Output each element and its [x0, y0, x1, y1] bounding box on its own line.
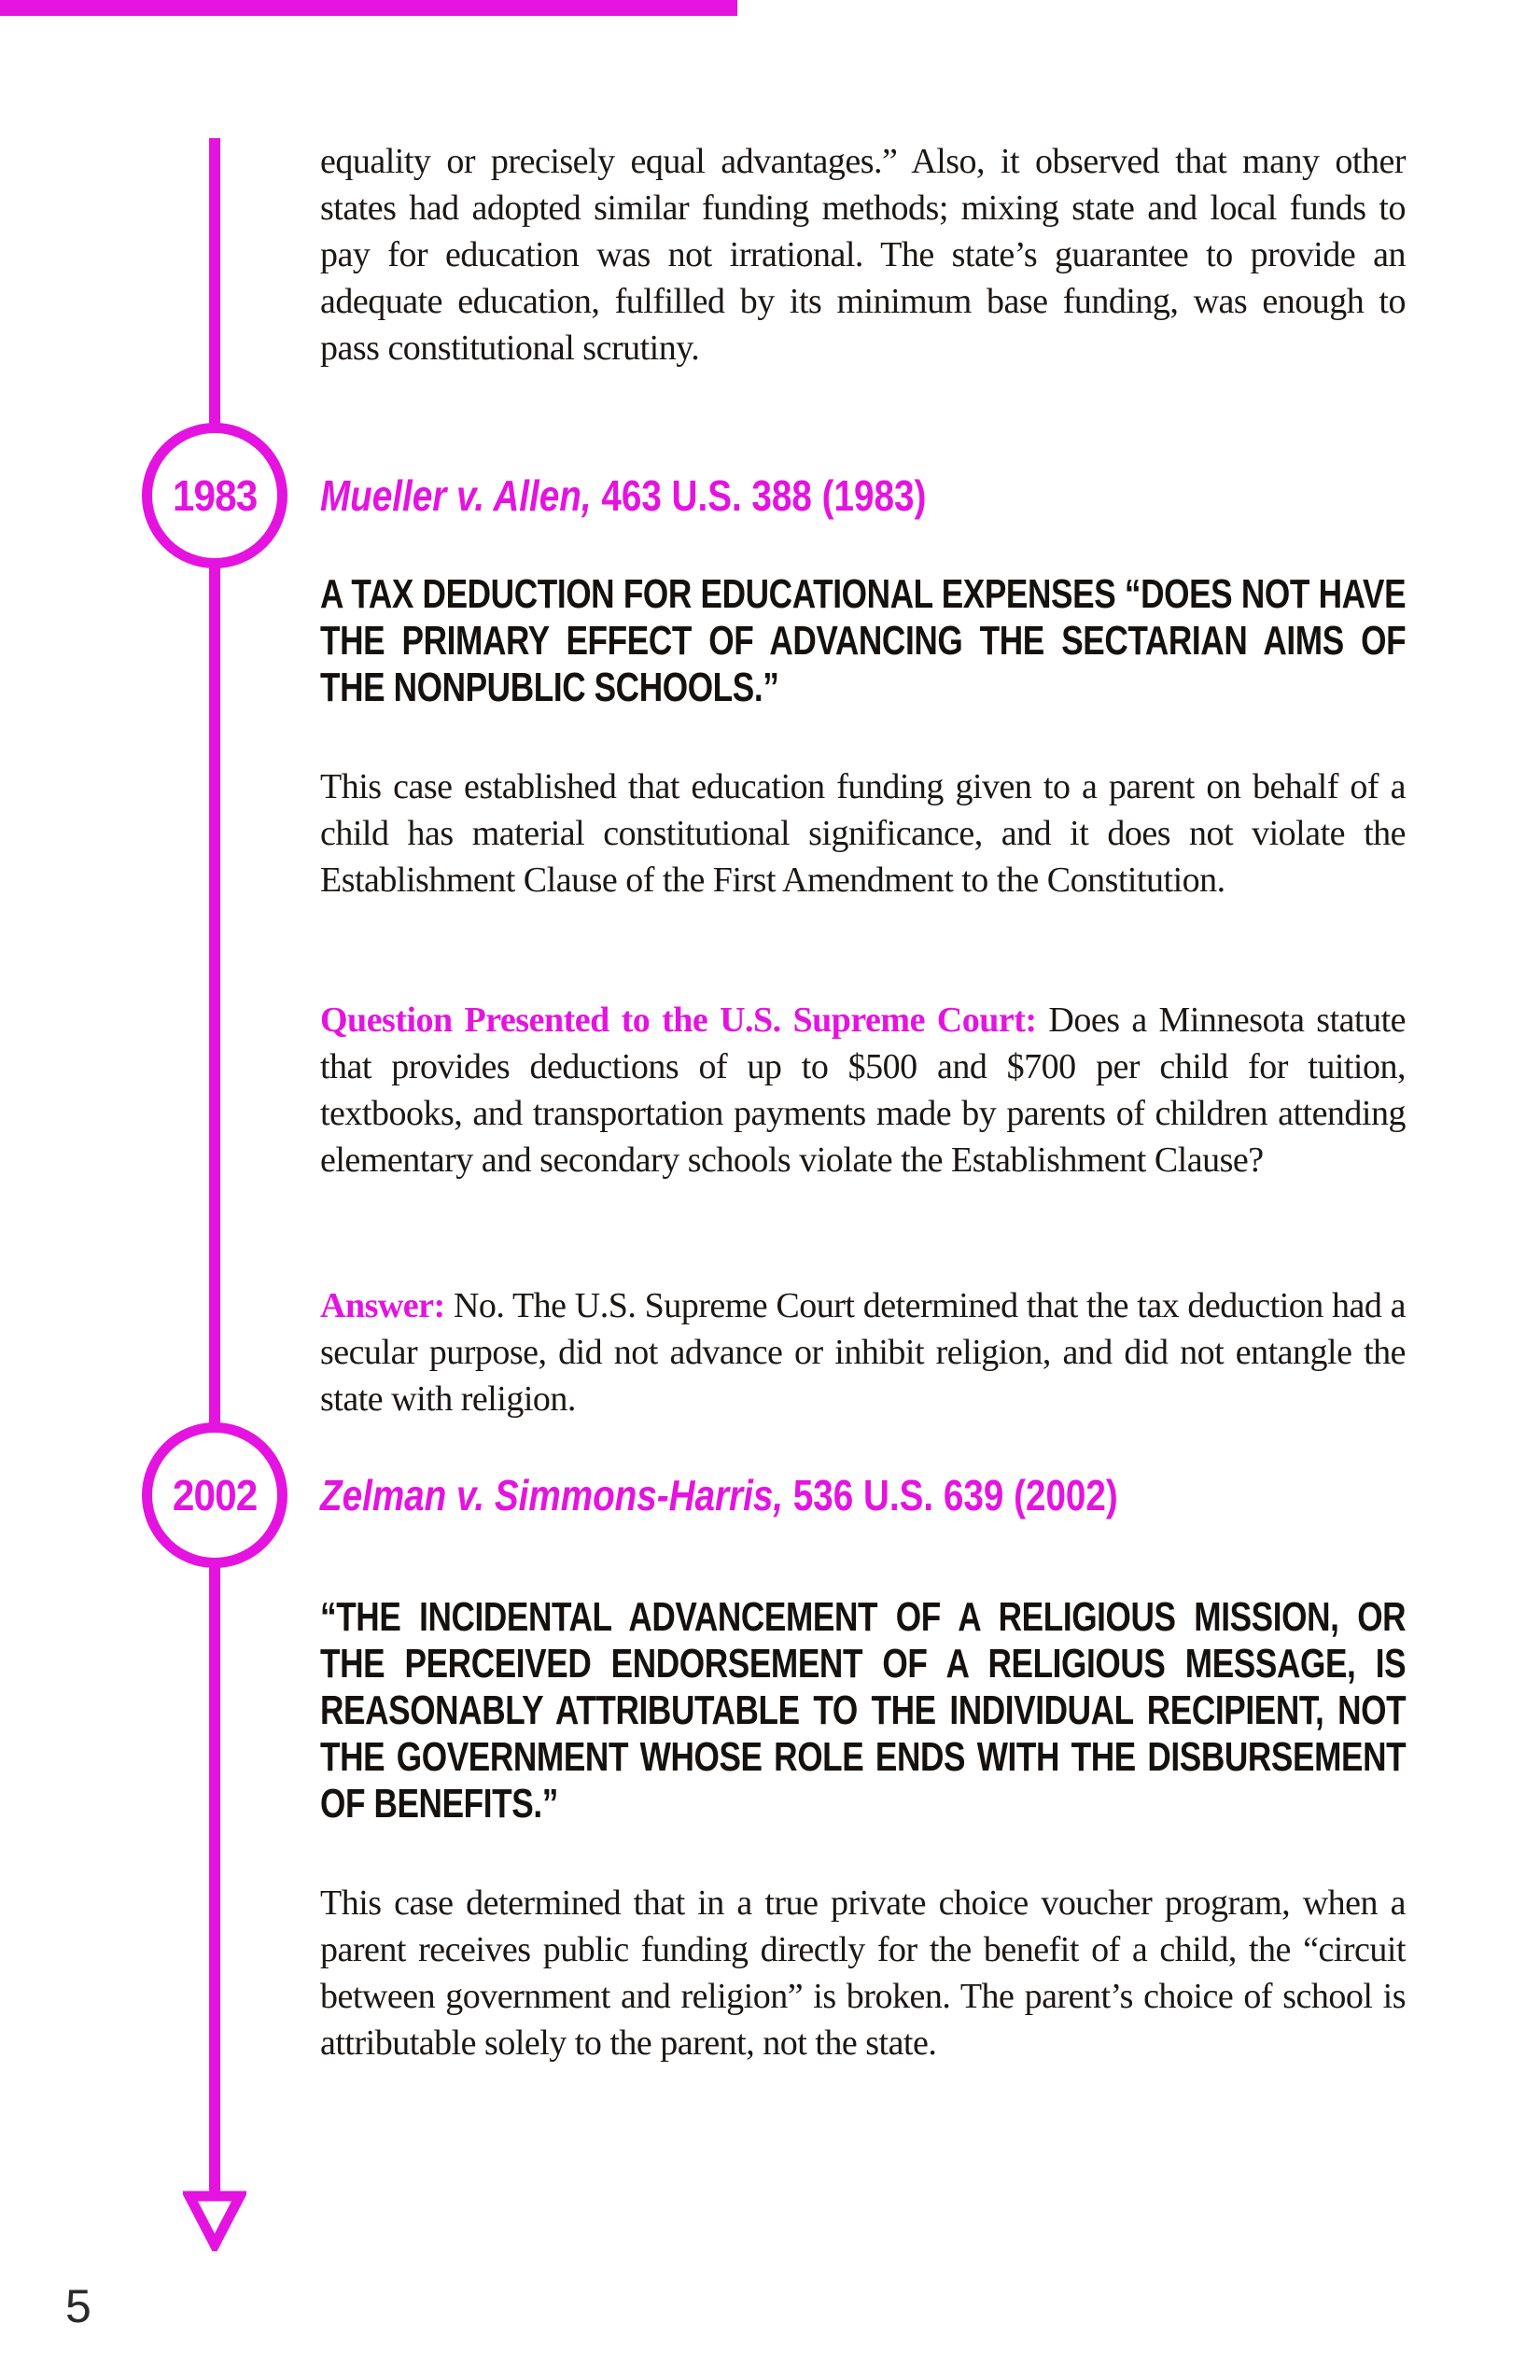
- question-label: Question Presented to the U.S. Supreme Court:: [320, 1001, 1037, 1040]
- top-accent-bar: [0, 0, 737, 16]
- year-marker-2002: [142, 1422, 287, 1568]
- pull-quote-mueller: A TAX DEDUCTION FOR EDUCATIONAL EXPENSES “DOES NOT HAVE THE PRIMARY EFFECT OF ADVANCING THE SECTARIAN AIMS OF THE NONPUBLIC SCHOOLS.”: [320, 571, 1407, 710]
- intro-paragraph: equality or precisely equal advantages.” Also, it observed that many other states had adopted similar funding methods; mixing state and local funds to pay for education was not irrational. The state’s guarantee to provide an adequate education, fulfilled by its minimum base funding, was enough to pass constitutional scrutiny.: [320, 142, 1406, 368]
- year-marker-1983: [142, 423, 287, 568]
- pull-quote-zelman: “THE INCIDENTAL ADVANCEMENT OF A RELIGIOUS MISSION, OR THE PERCEIVED ENDORSEMENT OF A RELIGIOUS MESSAGE, IS REASONABLY ATTRIBUTABLE TO THE INDIVIDUAL RECIPIENT, NOT THE GOVERNMENT WHOSE ROLE ENDS WITH THE DISBURSEMENT OF BENEFITS.”: [320, 1594, 1407, 1827]
- case-name: Zelman v. Simmons-Harris,: [320, 1471, 784, 1519]
- question-paragraph: [320, 997, 1406, 1183]
- answer-label: Answer:: [320, 1286, 445, 1325]
- case-name: Mueller v. Allen,: [320, 471, 592, 520]
- case-summary-zelman: This case determined that in a true private choice voucher program, when a parent receives public funding directly for the benefit of a child, the “circuit between government and religion” is broken. The parent’s choice of school is attributable solely to the parent, not the state.: [320, 1883, 1406, 2063]
- case-heading-zelman: [320, 1469, 1232, 1521]
- case-heading-mueller: [320, 469, 1232, 522]
- timeline-arrow-down-icon: [183, 2188, 246, 2251]
- case-summary-mueller: This case established that education funding given to a parent on behalf of a child has material constitutional significance, and it does not violate the Establishment Clause of the First Amendment to the Constitution.: [320, 767, 1406, 900]
- answer-text: No. The U.S. Supreme Court determined that the tax deduction had a secular purpose, did not advance or inhibit religion, and did not entangle the state with religion.: [320, 1286, 1406, 1419]
- year-label-1983: 1983: [172, 471, 258, 520]
- question-text: Does a Minnesota statute that provides deductions of up to $500 and $700 per child for tuition, textbooks, and transportation payments made by parents of children attending elementary and secondary schools violate the Establishment Clause?: [320, 1001, 1406, 1180]
- year-label-2002: 2002: [172, 1471, 258, 1519]
- answer-paragraph: [320, 1282, 1406, 1422]
- page-number: 5: [65, 2280, 91, 2332]
- case-citation: 536 U.S. 639 (2002): [783, 1471, 1118, 1519]
- case-citation: 463 U.S. 388 (1983): [591, 471, 927, 520]
